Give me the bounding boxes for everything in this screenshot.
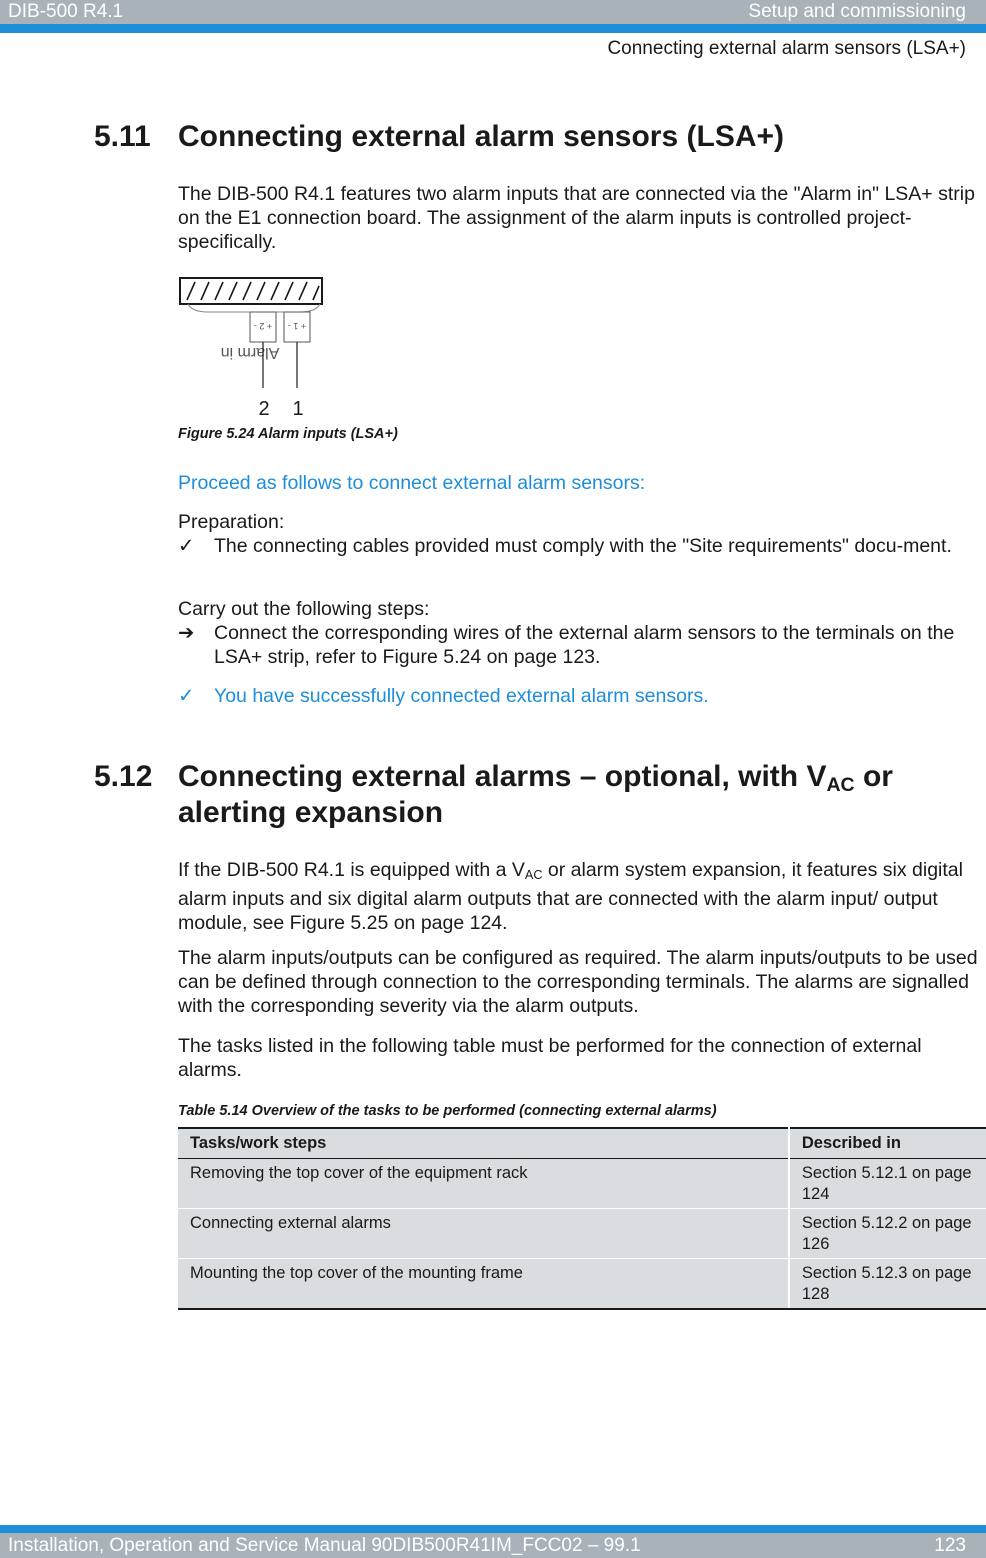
callout-1: 1 [292,398,304,418]
lsa-strip-figure [178,276,328,418]
section-512-para2: The alarm inputs/outputs can be configured as required. The alarm inputs/outputs to be used can be defined through connection to the corresponding terminals. The alarms are signalled with the corresponding severity via the alarm outputs. [178,947,978,1017]
callout-2: 2 [258,398,270,418]
footer-manual-title: Installation, Operation and Service Manual 90DIB500R41IM_FCC02 – 99.1 [8,1535,641,1556]
header-chapter: Setup and commissioning [748,1,966,22]
table-cell-reference: Section 5.12.3 on page 128 [789,1259,986,1310]
check-icon: ✓ [178,535,195,557]
step-1-text: Connect the corresponding wires of the external alarm sensors to the terminals on the LSA+ strip, refer to Figure 5.24 on page 123. [214,622,955,668]
steps-label: Carry out the following steps: [178,598,430,620]
header-section: Connecting external alarm sensors (LSA+) [607,38,966,59]
table-cell-reference: Section 5.12.1 on page 124 [789,1159,986,1209]
header-doc-title: DIB-500 R4.1 [8,1,124,22]
table-row [178,1209,986,1259]
section-512-title-line2: alerting expansion [178,796,444,829]
figure-caption: Figure 5.24 Alarm inputs (LSA+) [178,426,398,442]
table-cell-task: Connecting external alarms [178,1209,789,1259]
footer-page-number: 123 [934,1535,966,1556]
arrow-right-icon: ➔ [178,622,195,644]
page-header-bar [0,0,986,24]
section-512-number: 5.12 [94,760,153,793]
result-text: You have successfully connected external alarm sensors. [214,685,709,707]
preparation-item-text: The connecting cables provided must comply with the "Site requirements" docu-ment. [214,535,952,557]
section-511-intro: The DIB-500 R4.1 features two alarm inputs that are connected via the "Alarm in" LSA+ strip on the E1 connection board. The assignment of the alarm inputs is controlled project-specifically. [178,183,975,253]
table-caption: Table 5.14 Overview of the tasks to be performed (connecting external alarms) [178,1103,717,1119]
alarm-in-strip-label: Alarm in [220,344,280,361]
table-cell-task: Removing the top cover of the equipment rack [178,1159,789,1209]
section-511-title: Connecting external alarm sensors (LSA+) [178,120,785,153]
page-footer-bar [0,1533,986,1558]
table-cell-reference: Section 5.12.2 on page 126 [789,1209,986,1259]
section-512-para3: The tasks listed in the following table must be performed for the connection of external alarms. [178,1035,922,1081]
terminal-2-label: + 2 - [253,321,273,331]
procedure-heading: Proceed as follows to connect external alarm sensors: [178,472,646,494]
preparation-label: Preparation: [178,511,285,533]
footer-accent-rule [0,1525,986,1533]
check-icon: ✓ [178,685,195,707]
table-row [178,1259,986,1310]
table-header-row [178,1128,986,1159]
header-accent-rule [0,24,986,33]
table-row [178,1159,986,1209]
terminal-1-label: + 1 - [287,321,307,331]
section-512-title-line1: Connecting external alarms – optional, with $V_{AC}$ or [178,760,893,796]
tasks-table [178,1127,986,1310]
table-header-tasks: Tasks/work steps [178,1128,789,1159]
section-511-number: 5.11 [94,120,151,153]
table-cell-task: Mounting the top cover of the mounting frame [178,1259,789,1310]
section-512-heading [94,760,974,840]
section-512-para1: If the DIB-500 R4.1 is equipped with a $V_{AC}$ or alarm system expansion, it features six digital alarm inputs and six digital alarm outputs that are connected with the alarm input/ output module, see Figure 5.25 on page 124. [178,859,963,935]
table-header-described-in: Described in [789,1128,986,1159]
